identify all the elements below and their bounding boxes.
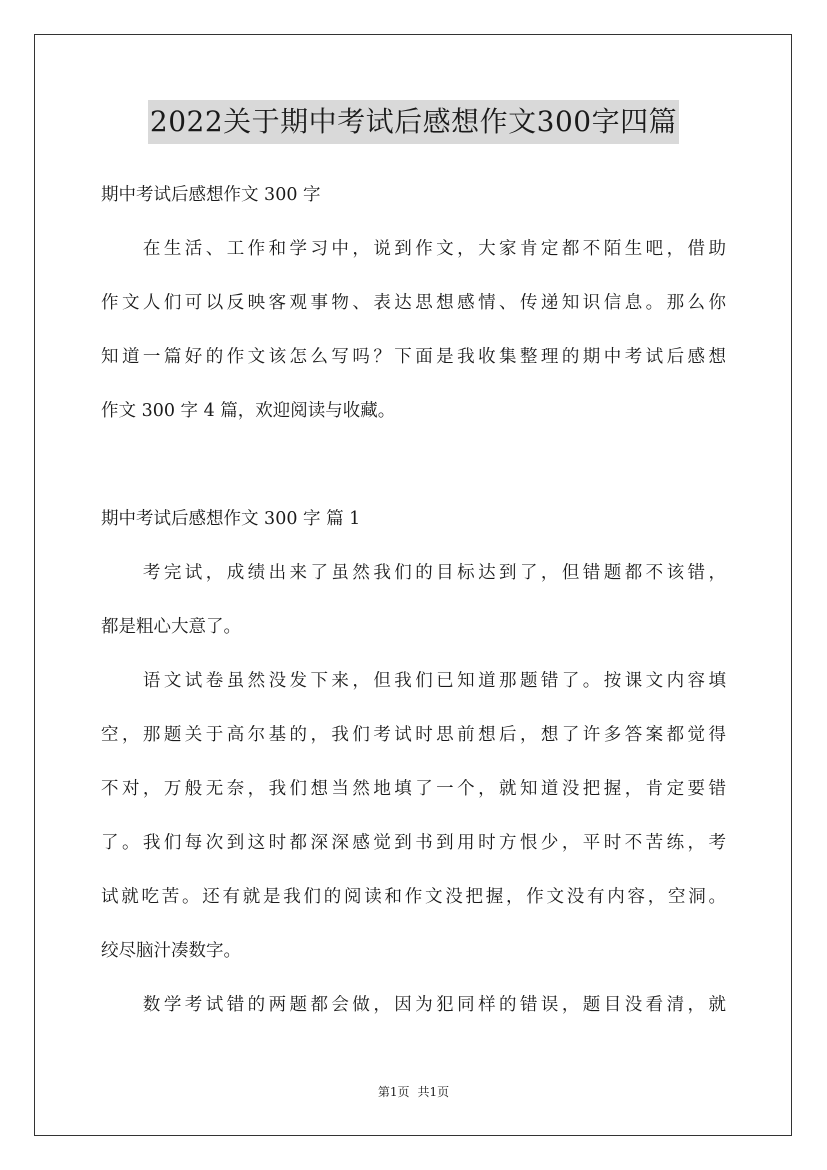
text-line: 空，那题关于高尔基的，我们考试时思前想后，想了许多答案都觉得 [101,725,726,745]
text-line: 语文试卷虽然没发下来，但我们已知道那题错了。按课文内容填 [101,671,726,691]
text-line: 期中考试后感想作文 300 字 篇 1 [101,509,361,529]
text-line: 了。我们每次到这时都深深感觉到书到用时方恨少，平时不苦练，考 [101,833,726,853]
text-line: 绞尽脑汁凑数字。 [101,941,241,961]
page-number-total: 共1页 [417,1085,450,1099]
page-number-current: 第1页 [377,1085,410,1099]
text-line: 在生活、工作和学习中，说到作文，大家肯定都不陌生吧，借助 [101,239,726,259]
page-footer [0,1083,827,1101]
blank-line [101,438,726,492]
title-container [0,100,827,144]
text-line: 数学考试错的两题都会做，因为犯同样的错误，题目没看清，就 [101,995,726,1015]
text-line: 不对，万般无奈，我们想当然地填了一个，就知道没把握，肯定要错 [101,779,726,799]
text-line: 作文 300 字 4 篇，欢迎阅读与收藏。 [101,401,396,421]
document-body [101,168,726,1032]
document-title: 2022关于期中考试后感想作文300字四篇 [148,100,679,144]
text-line: 期中考试后感想作文 300 字 [101,185,321,205]
text-line: 知道一篇好的作文该怎么写吗？下面是我收集整理的期中考试后感想 [101,347,726,367]
text-line: 考完试，成绩出来了虽然我们的目标达到了，但错题都不该错， [101,563,726,583]
text-line: 都是粗心大意了。 [101,617,241,637]
text-line: 作文人们可以反映客观事物、表达思想感情、传递知识信息。那么你 [101,293,726,313]
text-line: 试就吃苦。还有就是我们的阅读和作文没把握，作文没有内容，空洞。 [101,887,726,907]
